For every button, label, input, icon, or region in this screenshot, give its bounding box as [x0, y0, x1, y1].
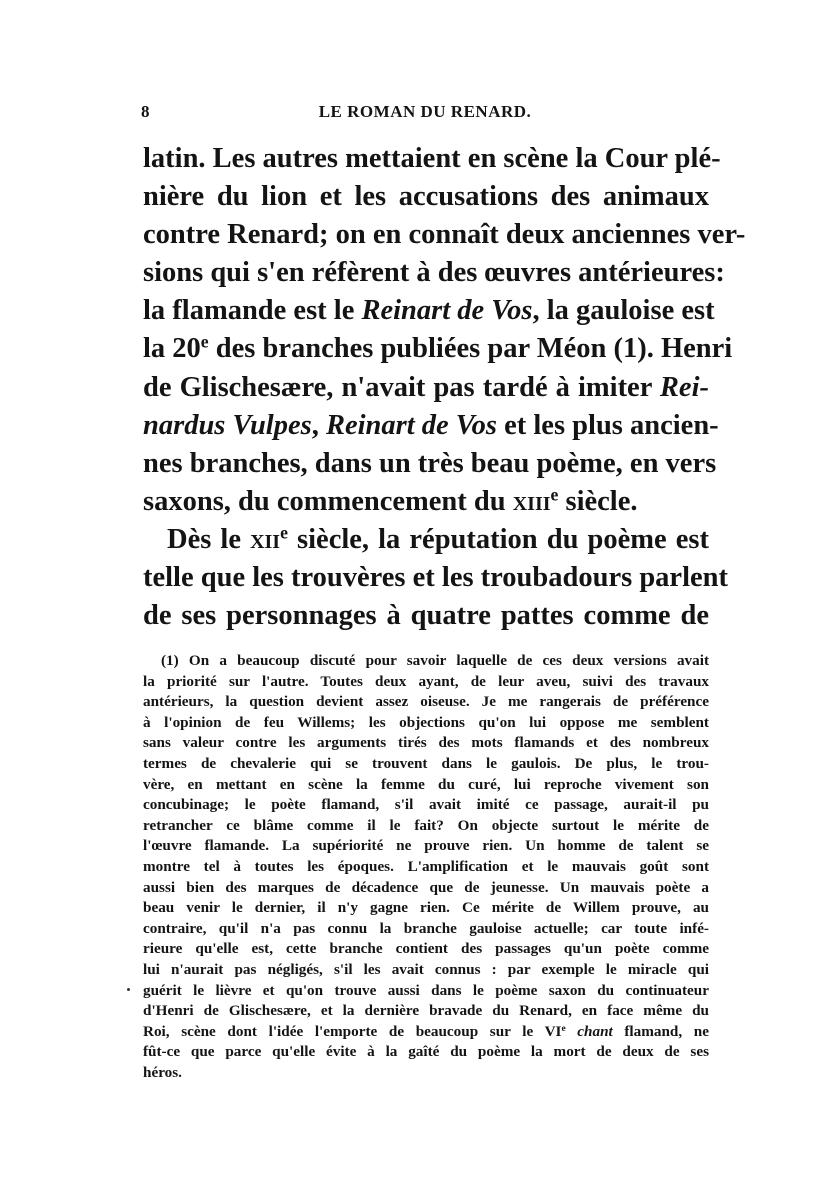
footnote-line: vère, en mettant en scène la femme du curé, lui reproche vivement son [143, 775, 709, 793]
footnote-line: rieure qu'elle est, cette branche contient des passages qu'un poète comme [143, 940, 709, 958]
roman-numeral: xiii [512, 485, 551, 517]
text-run: Roi, scène dont l'idée l'emporte de beaucoup sur le VI [143, 1022, 562, 1040]
text-run: Dès le [167, 523, 251, 555]
italic-word: chant [577, 1022, 613, 1040]
body-line [143, 369, 709, 407]
text-run: , [311, 409, 326, 441]
footnote-line: retrancher ce blâme comme il le fait? On objecte surtout le mérite de [143, 816, 709, 834]
superscript: e [200, 331, 209, 352]
text-run: de Glischesære, n'avait pas tardé à imiter [143, 371, 660, 403]
body-line: telle que les trouvères et les troubadours parlent [143, 562, 728, 594]
footnote [143, 651, 709, 1083]
footnote-line: l'œuvre flamande. La supériorité ne prouve rien. Un homme de talent se [143, 837, 709, 855]
footnote-line: montre tel à toutes les époques. L'amplification et le mauvais goût sont [143, 857, 709, 875]
text-run: la flamande est le [143, 295, 362, 327]
footnote-line [143, 1022, 709, 1043]
text-run: flamand, ne [612, 1022, 709, 1040]
text-run: siècle. [558, 485, 638, 517]
italic-title: Rei- [659, 371, 709, 403]
text-run: des branches publiées par Méon (1). Henri [208, 333, 733, 365]
body-line [143, 330, 733, 368]
body-line [143, 483, 709, 521]
page-number: 8 [141, 102, 150, 121]
text-run: saxons, du commencement du [143, 485, 513, 517]
text-run [566, 1023, 578, 1040]
footnote-line: (1) On a beaucoup discuté pour savoir laquelle de ces deux versions avait [161, 652, 709, 669]
footnote-line: termes de chevalerie qui se trouvent dans le gaulois. De plus, le trou- [143, 754, 709, 772]
footnote-line: fût-ce que parce qu'elle évite à la gaîté du poème la mort de deux de ses [143, 1043, 709, 1061]
footnote-line: concubinage; le poète flamand, s'il avait imité ce passage, aurait-il pu [143, 796, 709, 814]
footnote-line: contraire, qu'il n'a pas connu la branche gauloise actuelle; car toute infé- [143, 919, 709, 937]
superscript: e [280, 522, 288, 543]
running-head [141, 100, 709, 124]
superscript: e [561, 1023, 566, 1034]
footnote-line: la priorité sur l'autre. Toutes deux ayant, de leur aveu, suivi des travaux [143, 672, 709, 690]
text-run: siècle, la réputation du poème est [287, 523, 709, 555]
running-title: LE ROMAN DU RENARD. [318, 102, 532, 121]
footnote-line: héros. [143, 1063, 182, 1081]
superscript: e [550, 484, 559, 505]
footnote-line: lui n'aurait pas négligés, s'il les avait connus : par exemple le miracle qui [143, 960, 709, 978]
body-text [143, 140, 746, 635]
ink-speck [127, 988, 130, 991]
body-line [143, 521, 709, 559]
footnote-line: d'Henri de Glischesære, et la dernière bravade du Renard, en face même du [143, 1002, 709, 1020]
text-run: , la gauloise est [532, 295, 715, 327]
body-line: contre Renard; on en connaît deux anciennes ver- [143, 219, 746, 251]
footnote-line: guérit le lièvre et qu'on trouve aussi dans le poème saxon du continuateur [143, 981, 709, 999]
footnote-line: à l'opinion de feu Willems; les objections qu'on lui oppose me semblent [143, 713, 709, 731]
footnote-line: aussi bien des marques de décadence que de jeunesse. Un mauvais poète a [143, 878, 709, 896]
body-line: de ses personnages à quatre pattes comme de [143, 600, 709, 632]
text-run: et les plus ancien- [497, 409, 719, 441]
body-line: nière du lion et les accusations des animaux [143, 181, 709, 213]
roman-numeral: xii [250, 523, 281, 555]
footnote-line: sans valeur contre les arguments tirés des mots flamands et des nombreux [143, 734, 709, 752]
italic-title: nardus Vulpes [143, 409, 312, 441]
footnote-line: beau venir le dernier, il n'y gagne rien. Ce mérite de Willem prouve, au [143, 899, 709, 917]
body-line: nes branches, dans un très beau poème, en vers [143, 447, 717, 479]
body-line: latin. Les autres mettaient en scène la Cour plé- [143, 143, 721, 174]
italic-title: Reinart de Vos [325, 409, 497, 441]
italic-title: Reinart de Vos [361, 295, 533, 327]
text-run: la 20 [143, 333, 201, 365]
body-line: sions qui s'en réfèrent à des œuvres antérieures: [143, 257, 725, 289]
body-line [143, 407, 719, 445]
body-line [143, 292, 715, 330]
footnote-line: antérieurs, la question devient assez oiseuse. Je me rangerais de préférence [143, 693, 709, 711]
